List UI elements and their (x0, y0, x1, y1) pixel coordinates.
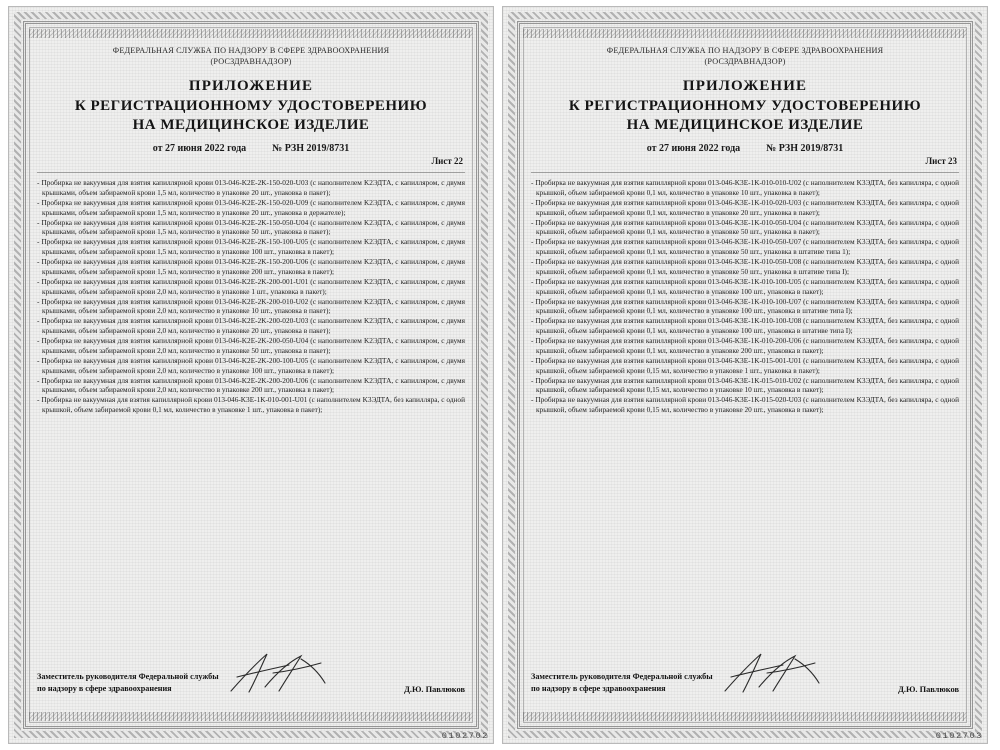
signer-title (37, 671, 219, 695)
document-date: от 27 июня 2022 года (152, 143, 247, 155)
sheet-label: Лист 23 (925, 156, 957, 167)
certificate-page-2 (502, 6, 988, 744)
list-item: - Пробирка не вакуумная для взятия капиллярной крови 013-046-K3E-1K-015-010-U02 (с наполнителем K3ЭДТА, без капилляра, с одной крышкой, объем забираемой крови 0,15 мл, количество в упаковке 10 шт., упаковка в пакет); (531, 375, 959, 395)
list-item: - Пробирка не вакуумная для взятия капиллярной крови 013-046-K3E-1K-010-100-U07 (с наполнителем K3ЭДТА, без капилляра, с одной крышкой, объем забираемой крови 0,1 мл, количество в упаковке 100 шт., упаковка в штативе типа I); (531, 296, 959, 316)
list-item: - Пробирка не вакуумная для взятия капиллярной крови 013-046-K3E-1K-015-001-U01 (с наполнителем K3ЭДТА, без капилляра, с одной крышкой, объем забираемой крови 0,15 мл, количество в упаковке 1 шт., упаковка в пакет); (531, 355, 959, 375)
signer-title-line-1: Заместитель руководителя Федеральной службы (531, 672, 713, 682)
list-item: - Пробирка не вакуумная для взятия капиллярной крови 013-046-K3E-1K-010-100-U05 (с наполнителем K3ЭДТА, без капилляра, с одной крышкой, объем забираемой крови 0,1 мл, количество в упаковке 100 шт., упаковка в пакет); (531, 276, 959, 296)
list-item: - Пробирка не вакуумная для взятия капиллярной крови 013-046-K2E-2K-150-100-U05 (с наполнителем K2ЭДТА, с капилляром, с двумя крышками, объем забираемой крови 1,5 мл, количество в упаковке 100 шт., упаковка в пакет); (37, 237, 465, 256)
signer-title (531, 671, 713, 695)
list-item: - Пробирка не вакуумная для взятия капиллярной крови 013-046-K2E-2K-200-001-U01 (с наполнителем K2ЭДТА, с капилляром, с двумя крышками, объем забираемой крови 2,0 мл, количество в упаковке 1 шт., упаковка в пакет); (37, 276, 465, 296)
list-item: - Пробирка не вакуумная для взятия капиллярной крови 013-046-K3E-1K-010-001-U01 (с наполнителем K3ЭДТА, без капилляра, с одной крышкой, объем забираемой крови 0,1 мл, количество в упаковке 1 шт., упаковка в пакет); (37, 395, 465, 414)
product-list (529, 178, 961, 415)
list-item: - Пробирка не вакуумная для взятия капиллярной крови 013-046-K3E-1K-010-010-U02 (с наполнителем K3ЭДТА, без капилляра, с одной крышкой, объем забираемой крови 0,1 мл, количество в упаковке 10 шт., упаковка в пакет); (531, 178, 959, 197)
agency-header (35, 45, 467, 67)
list-item: - Пробирка не вакуумная для взятия капиллярной крови 013-046-K2E-2K-200-050-U04 (с наполнителем K2ЭДТА, с капилляром, с двумя крышками, объем забираемой крови 2,0 мл, количество в упаковке 50 шт., упаковка в пакет); (37, 336, 465, 355)
registration-number: № РЗН 2019/8731 (272, 143, 350, 155)
guilloche-pattern-top (523, 29, 967, 38)
header-divider (531, 172, 959, 173)
page-content (35, 45, 467, 713)
list-item: - Пробирка не вакуумная для взятия капиллярной крови 013-046-K2E-2K-200-200-U06 (с наполнителем K2ЭДТА, с капилляром, с двумя крышками, объем забираемой крови 2,0 мл, количество в упаковке 200 шт., упаковка в пакет); (37, 375, 465, 395)
serial-number: 0102702 (441, 731, 489, 741)
agency-line-2: (РОСЗДРАВНАДЗОР) (210, 57, 292, 67)
signature-block (37, 671, 465, 695)
title-line-1: ПРИЛОЖЕНИЕ (188, 78, 314, 95)
agency-line-1: ФЕДЕРАЛЬНАЯ СЛУЖБА ПО НАДЗОРУ В СФЕРЕ ЗДРАВООХРАНЕНИЯ (606, 46, 884, 55)
list-item: - Пробирка не вакуумная для взятия капиллярной крови 013-046-K3E-1K-010-050-U08 (с наполнителем K3ЭДТА, без капилляра, с одной крышкой, объем забираемой крови 0,1 мл, количество в упаковке 50 шт., упаковка в штативе типа I); (531, 257, 959, 276)
sheet-label: Лист 22 (431, 156, 463, 167)
list-item: - Пробирка не вакуумная для взятия капиллярной крови 013-046-K2E-2K-200-010-U02 (с наполнителем K2ЭДТА, с капилляром, с двумя крышками, объем забираемой крови 2,0 мл, количество в упаковке 10 шт., упаковка в пакет); (37, 296, 465, 316)
title-line-2: К РЕГИСТРАЦИОННОМУ УДОСТОВЕРЕНИЮ (74, 98, 428, 115)
list-item: - Пробирка не вакуумная для взятия капиллярной крови 013-046-K2E-2K-200-100-U05 (с наполнителем K2ЭДТА, с капилляром, с двумя крышками, объем забираемой крови 2,0 мл, количество в упаковке 100 шт., упаковка в пакет); (37, 355, 465, 375)
serial-number: 0102703 (935, 731, 983, 741)
document-meta (529, 143, 961, 154)
agency-line-2: (РОСЗДРАВНАДЗОР) (704, 57, 786, 67)
title-line-2: К РЕГИСТРАЦИОННОМУ УДОСТОВЕРЕНИЮ (568, 98, 922, 115)
list-item: - Пробирка не вакуумная для взятия капиллярной крови 013-046-K3E-1K-010-200-U06 (с наполнителем K3ЭДТА, без капилляра, с одной крышкой, объем забираемой крови 0,1 мл, количество в упаковке 200 шт., упаковка в пакет); (531, 336, 959, 355)
list-item: - Пробирка не вакуумная для взятия капиллярной крови 013-046-K2E-2K-150-020-U09 (с наполнителем K2ЭДТА, с капилляром, с двумя крышками, объем забираемой крови 1,5 мл, количество в упаковке 20 шт., упаковка в держателе); (37, 197, 465, 217)
product-list (35, 178, 467, 415)
signer-title-line-1: Заместитель руководителя Федеральной службы (37, 672, 219, 682)
list-item: - Пробирка не вакуумная для взятия капиллярной крови 013-046-K3E-1K-010-050-U07 (с наполнителем K3ЭДТА, без капилляра, с одной крышкой, объем забираемой крови 0,1 мл, количество в упаковке 50 шт., упаковка в штативе типа 1); (531, 237, 959, 256)
document-title (35, 78, 467, 134)
title-line-3: НА МЕДИЦИНСКОЕ ИЗДЕЛИЕ (626, 117, 864, 134)
guilloche-pattern-bottom (523, 712, 967, 721)
document-date: от 27 июня 2022 года (646, 143, 741, 155)
registration-number: № РЗН 2019/8731 (766, 143, 844, 155)
list-item: - Пробирка не вакуумная для взятия капиллярной крови 013-046-K2E-2K-200-020-U03 (с наполнителем K2ЭДТА, с капилляром, с двумя крышками, объем забираемой крови 2,0 мл, количество в упаковке 20 шт., упаковка в пакет); (37, 316, 465, 335)
page-content (529, 45, 961, 713)
agency-header (529, 45, 961, 67)
list-item: - Пробирка не вакуумная для взятия капиллярной крови 013-046-K2E-2K-150-020-U03 (с наполнителем K2ЭДТА, с капилляром, с двумя крышками, объем забираемой крови 1,5 мл, количество в упаковке 20 шт., упаковка в пакет); (37, 178, 465, 197)
signature-block (531, 671, 959, 695)
agency-line-1: ФЕДЕРАЛЬНАЯ СЛУЖБА ПО НАДЗОРУ В СФЕРЕ ЗДРАВООХРАНЕНИЯ (112, 46, 390, 55)
guilloche-pattern-bottom (29, 712, 473, 721)
guilloche-pattern-top (29, 29, 473, 38)
signer-title-line-2: по надзору в сфере здравоохранения (531, 684, 666, 694)
list-item: - Пробирка не вакуумная для взятия капиллярной крови 013-046-K3E-1K-010-050-U04 (с наполнителем K3ЭДТА, без капилляра, с одной крышкой, объем забираемой крови 0,1 мл, количество в упаковке 50 шт., упаковка в пакет); (531, 217, 959, 237)
list-item: - Пробирка не вакуумная для взятия капиллярной крови 013-046-K2E-2K-150-200-U06 (с наполнителем K2ЭДТА, с капилляром, с двумя крышками, объем забираемой крови 1,5 мл, количество в упаковке 200 шт., упаковка в пакет); (37, 257, 465, 276)
list-item: - Пробирка не вакуумная для взятия капиллярной крови 013-046-K2E-2K-150-050-U04 (с наполнителем K2ЭДТА, с капилляром, с двумя крышками, объем забираемой крови 1,5 мл, количество в упаковке 50 шт., упаковка в пакет); (37, 217, 465, 237)
signer-name: Д.Ю. Павлюков (404, 685, 465, 694)
signer-name: Д.Ю. Павлюков (898, 685, 959, 694)
list-item: - Пробирка не вакуумная для взятия капиллярной крови 013-046-K3E-1K-010-020-U03 (с наполнителем K3ЭДТА, без капилляра, с одной крышкой, объем забираемой крови 0,1 мл, количество в упаковке 20 шт., упаковка в пакет); (531, 197, 959, 217)
signer-title-line-2: по надзору в сфере здравоохранения (37, 684, 172, 694)
header-divider (37, 172, 465, 173)
certificate-page-1 (8, 6, 494, 744)
list-item: - Пробирка не вакуумная для взятия капиллярной крови 013-046-K3E-1K-010-100-U08 (с наполнителем K3ЭДТА, без капилляра, с одной крышкой, объем забираемой крови 0,1 мл, количество в упаковке 100 шт., упаковка в штативе типа I); (531, 316, 959, 335)
title-line-1: ПРИЛОЖЕНИЕ (682, 78, 808, 95)
document-title (529, 78, 961, 134)
title-line-3: НА МЕДИЦИНСКОЕ ИЗДЕЛИЕ (132, 117, 370, 134)
document-meta (35, 143, 467, 154)
list-item: - Пробирка не вакуумная для взятия капиллярной крови 013-046-K3E-1K-015-020-U03 (с наполнителем K3ЭДТА, без капилляра, с одной крышкой, объем забираемой крови 0,15 мл, количество в упаковке 20 шт., упаковка в пакет); (531, 395, 959, 414)
